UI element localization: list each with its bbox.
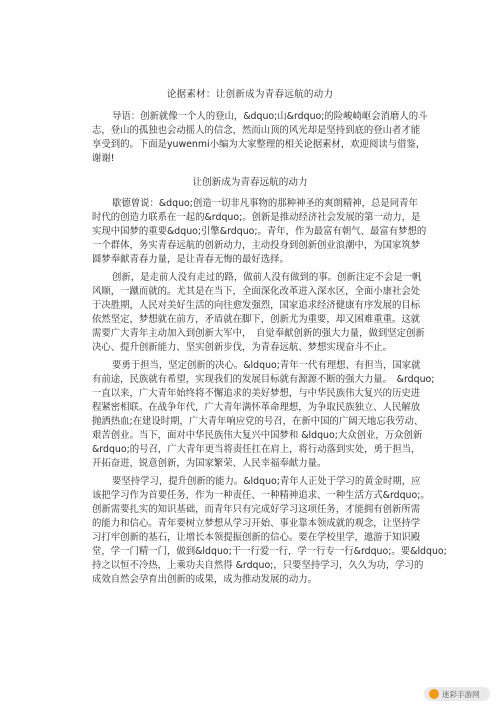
paragraph-line: 开拓奋进，锐意创新，为国家繁荣、人民幸福奉献力量。 [92, 458, 327, 469]
site-logo-icon [429, 689, 439, 699]
paragraph-line: 一直以来，广大青年始终将不懈追求的美好梦想，与中华民族伟大复兴的历史进 [92, 388, 421, 399]
paragraph-line: 持之以恒不冷热，上乘功夫自然得 &rdquo;，只要坚持学习，久久为功，学习的 [92, 560, 424, 571]
paragraph-line: 于决胜期，人民对美好生活的向往愈发强烈，国家追求经济健康有序发展的目标 [92, 300, 421, 311]
paragraph-line: 该把学习作为首要任务，作为一种责任、一种精神追求、一种生活方式&rdquo;。 [92, 490, 430, 501]
paragraph-line: 决心、提升创新能力、坚实创新步伐，为青春远航、梦想实现奋斗不止。 [92, 342, 393, 353]
paragraph-line: 创新需要扎实的知识基础，而青年只有完成好学习这项任务，才能拥有创新所需 [92, 504, 421, 515]
document-title: 论据素材：让创新成为青春远航的动力 [166, 89, 334, 100]
intro-line: 谢谢! [92, 153, 115, 164]
paragraph-line: 抛洒热血;在建设时期，广大青年响应党的号召，在新中国的广阔天地忘我劳动、 [92, 416, 424, 427]
site-watermark [424, 687, 490, 701]
paragraph-line: 依然坚定，梦想就在前方，矛盾就在脚下，创新尤为重要，却又困难重重。这就 [92, 314, 421, 325]
intro-line: 导语：创新就像一个人的登山，&dquo;山&rdquo;的险峻崎岖会消磨人的斗 [112, 111, 428, 122]
watermark-text: 迷彩手游网 [442, 689, 480, 699]
paragraph-line: 实现中国梦的重要&dquo;引擎&rdquo;。青年，作为最富有朝气、最富有梦想的 [92, 226, 427, 237]
intro-line: 享受到的。下面是yuwenmi小编为大家整理的相关论据素材，欢迎阅读与借鉴， [92, 139, 426, 150]
paragraph-line: 风顺，一蹴而就的。尤其是在当下，全面深化改革进入深水区，全面小康社会处 [92, 286, 421, 297]
paragraph-line: 一个群体，务实青春远航的创新动力，主动投身到创新创业浪潮中，为国家筑梦 [92, 240, 421, 251]
paragraph-line: 习打牢创新的基石，让增长本领提振创新的信心。要在学校里学，遨游于知识殿 [92, 532, 421, 543]
document-subtitle: 让创新成为青春远航的动力 [192, 177, 308, 188]
paragraph-line: 要坚持学习，提升创新的能力。&ldquo;青年人正处于学习的黄金时期，应 [112, 476, 421, 487]
paragraph-line: 创新，是走前人没有走过的路，做前人没有做到的事。创新注定不会是一帆 [112, 272, 422, 283]
paragraph-line: 成效自然会孕育出创新的成果，成为推动发展的动力。 [92, 574, 318, 585]
paragraph-line: 程紧密相联。在战争年代，广大青年满怀革命理想，为争取民族独立、人民解放 [92, 402, 421, 413]
paragraph-line: 要勇于担当，坚定创新的决心。&ldquo;青年一代有理想、有担当，国家就 [112, 360, 421, 371]
paragraph-line: 歇德曾说：&dquo;创造一切非凡事物的那种神圣的爽朗精神，总是同青年 [112, 198, 418, 209]
intro-line: 志，登山的孤独也会动摇人的信念，然而山顶的风光却是坚持到底的登山者才能 [92, 125, 421, 136]
paragraph-line: 需要广大青年主动加入到创新大军中， 自觉奉献创新的强大力量，做到坚定创新 [92, 328, 425, 339]
paragraph-line: 艰苦创业。当下，面对中华民族伟大复兴中国梦和 &ldquo;大众创业，万众创新 [92, 430, 423, 441]
paragraph-line: 时代的创造力联系在一起的&rdquo;。创新是推动经济社会发展的第一动力，是 [92, 212, 421, 223]
paragraph-line: &rdquo;的号召，广大青年更当将责任扛在肩上，将行动落到实处，勇于担当， [92, 444, 421, 455]
paragraph-line: 堂，学一门精一门，做到&ldquo;干一行爱一行，学一行专一行&rdquo;。要&ldquo; [92, 546, 447, 557]
paragraph-line: 圆梦奉献青春力量，是让青春无悔的最好选择。 [92, 254, 289, 265]
paragraph-line: 有前途，民族就有希望，实现我们的发展目标就有源源不断的强大力量。 &rdquo; [92, 374, 435, 385]
paragraph-line: 的能力和信心。青年要树立梦想从学习开始、事业靠本领成就的观念，让坚持学 [92, 518, 421, 529]
